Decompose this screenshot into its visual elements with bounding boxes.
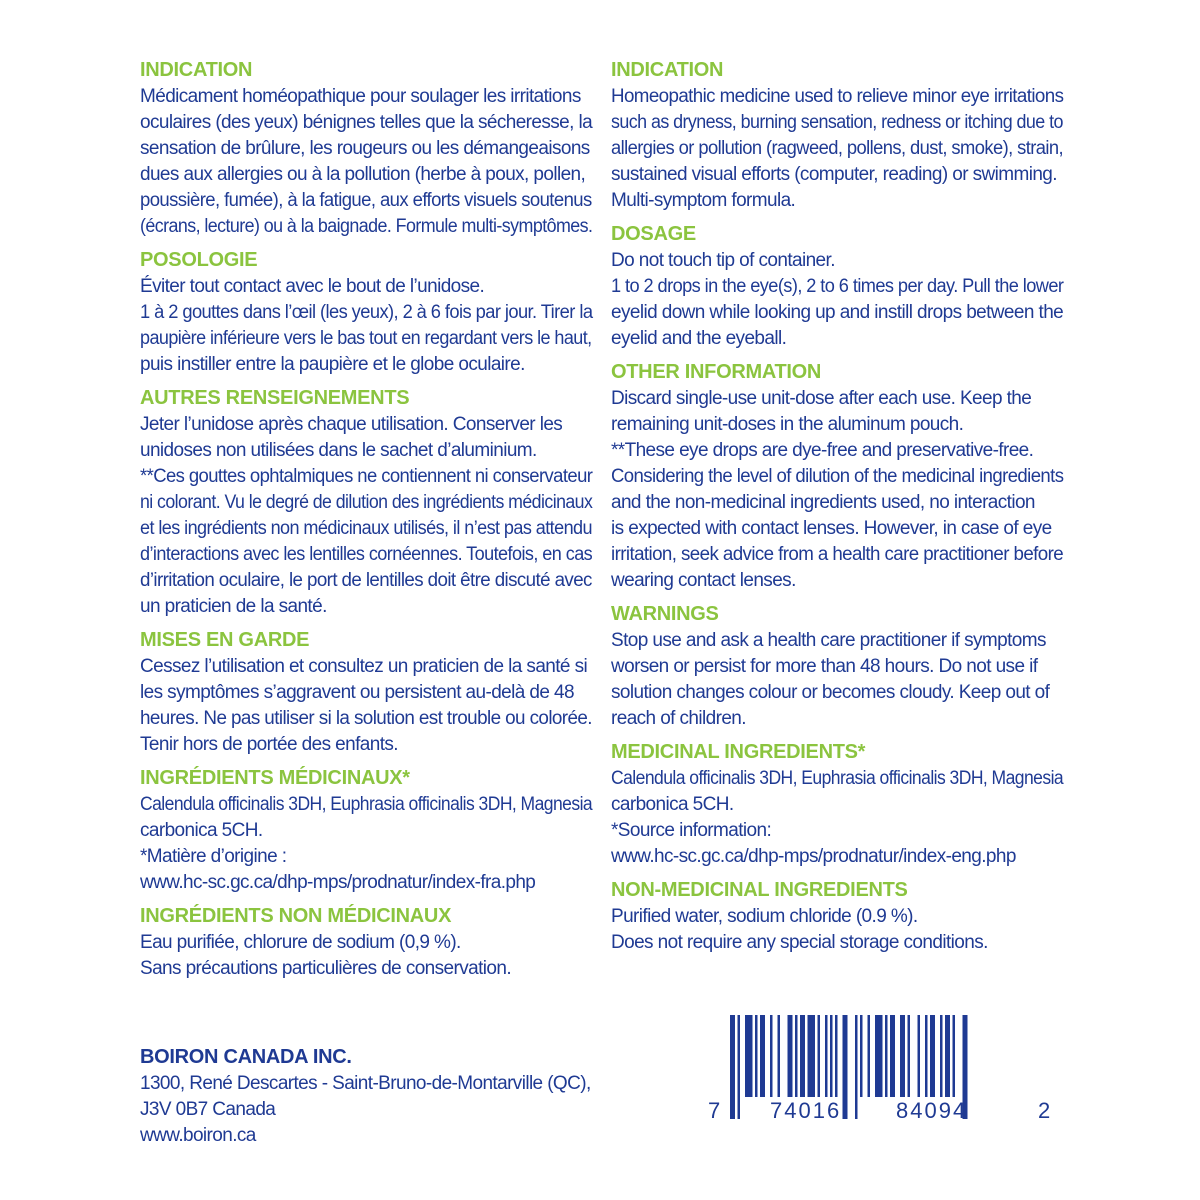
fr-autres-heading: AUTRES RENSEIGNEMENTS <box>140 387 410 409</box>
barcode-bar <box>855 1015 858 1119</box>
fr-indication-line: Médicament homéopathique pour soulager les irritations <box>140 86 581 107</box>
barcode-bar <box>755 1015 758 1097</box>
barcode-bar <box>885 1015 888 1097</box>
fr-autres-line: **Ces gouttes ophtalmiques ne contiennent ni conservateur <box>140 466 593 487</box>
en-dosage-section <box>611 220 1063 352</box>
en-nonmedicinal-heading: NON-MEDICINAL INGREDIENTS <box>611 879 908 901</box>
en-indication-line: Multi-symptom formula. <box>611 190 796 211</box>
fr-autres-line: et les ingrédients non médicinaux utilisés, il n’est pas attendu <box>140 518 592 539</box>
barcode-bar <box>778 1015 781 1097</box>
fr-posologie-heading: POSOLOGIE <box>140 249 258 271</box>
fr-autres-line: un praticien de la santé. <box>140 596 327 617</box>
fr-autres-line: d’irritation oculaire, le port de lentilles doit être discuté avec <box>140 570 592 591</box>
en-other-line: **These eye drops are dye-free and preservative-free. <box>611 440 1034 461</box>
company-name: BOIRON CANADA INC. <box>140 1046 352 1068</box>
fr-mises-line: Tenir hors de portée des enfants. <box>140 734 398 755</box>
barcode-bar <box>890 1015 895 1097</box>
barcode-digit-right: 2 <box>1038 1098 1051 1123</box>
company-website: www.boiron.ca <box>140 1125 256 1146</box>
en-warnings-line: worsen or persist for more than 48 hours. Do not use if <box>611 656 1038 677</box>
barcode-bar <box>795 1015 798 1097</box>
en-other-line: wearing contact lenses. <box>611 570 796 591</box>
company-address-line: J3V 0B7 Canada <box>140 1099 276 1120</box>
fr-mises-line: heures. Ne pas utiliser si la solution est trouble ou colorée. <box>140 708 592 729</box>
barcode-group-1: 74016 <box>770 1098 842 1123</box>
en-nonmedicinal-line: Purified water, sodium chloride (0.9 %). <box>611 906 918 927</box>
fr-autres-line: unidoses non utilisées dans le sachet d’aluminium. <box>140 440 537 461</box>
barcode-bar <box>908 1015 911 1097</box>
en-dosage-line: 1 to 2 drops in the eye(s), 2 to 6 times per day. Pull the lower <box>611 276 1064 297</box>
barcode-bar <box>835 1015 838 1097</box>
en-nonmedicinal-line: Does not require any special storage conditions. <box>611 932 988 953</box>
fr-indication-line: oculaires (des yeux) bénignes telles que la sécheresse, la <box>140 112 593 133</box>
en-warnings-line: reach of children. <box>611 708 746 729</box>
en-other-heading: OTHER INFORMATION <box>611 361 822 383</box>
en-other-line: Considering the level of dilution of the medicinal ingredients <box>611 466 1064 487</box>
fr-indication-section <box>140 56 592 240</box>
barcode-bar <box>918 1015 921 1097</box>
fr-nonmedicinaux-line: Eau purifiée, chlorure de sodium (0,9 %). <box>140 932 461 953</box>
fr-mises-line: les symptômes s’aggravent ou persistent au-delà de 48 <box>140 682 574 703</box>
barcode-group-2: 84094 <box>896 1098 968 1123</box>
company-info <box>140 1043 592 1149</box>
en-medicinal-line: *Source information: <box>611 820 772 841</box>
barcode-bar <box>900 1015 905 1097</box>
en-indication-line: such as dryness, burning sensation, redness or itching due to <box>611 112 1063 133</box>
en-indication-line: sustained visual efforts (computer, reading) or swimming. <box>611 164 1057 185</box>
french-column <box>140 56 592 988</box>
en-other-section <box>611 358 1063 594</box>
fr-autres-section <box>140 384 592 620</box>
barcode-bars <box>708 1015 1060 1127</box>
en-dosage-heading: DOSAGE <box>611 223 696 245</box>
fr-posologie-line: puis instiller entre la paupière et le globe oculaire. <box>140 354 525 375</box>
fr-posologie-line: 1 à 2 gouttes dans l’œil (les yeux), 2 à 6 fois par jour. Tirer la <box>140 302 593 323</box>
fr-medicinaux-line: www.hc-sc.gc.ca/dhp-mps/prodnatur/index-fra.php <box>140 872 536 893</box>
fr-medicinaux-section <box>140 764 592 896</box>
fr-indication-line: dues aux allergies ou à la pollution (herbe à poux, pollen, <box>140 164 586 185</box>
barcode-bar <box>738 1015 741 1119</box>
barcode-bar <box>925 1015 928 1097</box>
barcode-bar <box>770 1015 773 1097</box>
en-dosage-line: eyelid and the eyeball. <box>611 328 787 349</box>
fr-autres-line: d’interactions avec les lentilles cornéennes. Toutefois, en cas <box>140 544 593 565</box>
fr-indication-heading: INDICATION <box>140 59 253 81</box>
barcode <box>708 1015 1060 1127</box>
barcode-bar <box>953 1015 956 1097</box>
fr-medicinaux-line: *Matière d’origine : <box>140 846 287 867</box>
barcode-digit-left: 7 <box>708 1098 721 1123</box>
english-column <box>611 56 1063 962</box>
company-address-line: 1300, René Descartes - Saint-Bruno-de-Montarville (QC), <box>140 1073 591 1094</box>
fr-nonmedicinaux-section <box>140 902 592 982</box>
en-warnings-line: Stop use and ask a health care practitioner if symptoms <box>611 630 1046 651</box>
barcode-bar <box>875 1015 883 1097</box>
fr-autres-line: Jeter l’unidose après chaque utilisation. Conserver les <box>140 414 563 435</box>
barcode-bar <box>818 1015 821 1097</box>
barcode-bar <box>745 1015 753 1097</box>
en-other-line: and the non-medicinal ingredients used, no interaction <box>611 492 1035 513</box>
fr-mises-section <box>140 626 592 758</box>
barcode-bar <box>930 1015 935 1097</box>
barcode-bar <box>808 1015 816 1097</box>
barcode-bar <box>730 1015 735 1119</box>
en-dosage-line: Do not touch tip of container. <box>611 250 835 271</box>
barcode-bar <box>830 1015 833 1097</box>
en-warnings-line: solution changes colour or becomes cloudy. Keep out of <box>611 682 1050 703</box>
barcode-bar <box>788 1015 793 1097</box>
en-other-line: remaining unit-doses in the aluminum pouch. <box>611 414 964 435</box>
fr-nonmedicinaux-heading: INGRÉDIENTS NON MÉDICINAUX <box>140 905 452 927</box>
barcode-bar <box>760 1015 765 1097</box>
fr-indication-line: sensation de brûlure, les rougeurs ou les démangeaisons <box>140 138 590 159</box>
barcode-bar <box>800 1015 805 1097</box>
fr-posologie-line: Éviter tout contact avec le bout de l’unidose. <box>140 276 485 297</box>
en-other-line: is expected with contact lenses. However, in case of eye <box>611 518 1052 539</box>
en-medicinal-line: carbonica 5CH. <box>611 794 734 815</box>
fr-indication-line: (écrans, lecture) ou à la baignade. Formule multi-symptômes. <box>140 216 593 237</box>
fr-nonmedicinaux-line: Sans précautions particulières de conservation. <box>140 958 512 979</box>
barcode-bar <box>868 1015 871 1097</box>
fr-indication-line: poussière, fumée), à la fatigue, aux efforts visuels soutenus <box>140 190 592 211</box>
en-nonmedicinal-section <box>611 876 1063 956</box>
fr-medicinaux-line: Calendula officinalis 3DH, Euphrasia officinalis 3DH, Magnesia <box>140 794 593 815</box>
en-dosage-line: eyelid down while looking up and instill drops between the <box>611 302 1064 323</box>
fr-medicinaux-line: carbonica 5CH. <box>140 820 263 841</box>
en-indication-line: allergies or pollution (ragweed, pollens, dust, smoke), strain, <box>611 138 1064 159</box>
fr-mises-heading: MISES EN GARDE <box>140 629 310 651</box>
fr-posologie-section <box>140 246 592 378</box>
fr-posologie-line: paupière inférieure vers le bas tout en regardant vers le haut, <box>140 328 592 349</box>
en-warnings-heading: WARNINGS <box>611 603 719 625</box>
en-medicinal-heading: MEDICINAL INGREDIENTS* <box>611 741 866 763</box>
barcode-bar <box>825 1015 828 1097</box>
barcode-bar <box>843 1015 848 1119</box>
en-medicinal-line: www.hc-sc.gc.ca/dhp-mps/prodnatur/index-eng.php <box>611 846 1016 867</box>
en-warnings-section <box>611 600 1063 732</box>
barcode-bar <box>945 1015 950 1097</box>
barcode-bar <box>860 1015 863 1097</box>
en-indication-line: Homeopathic medicine used to relieve minor eye irritations <box>611 86 1064 107</box>
en-indication-heading: INDICATION <box>611 59 724 81</box>
en-medicinal-section <box>611 738 1063 870</box>
en-other-line: irritation, seek advice from a health care practitioner before <box>611 544 1064 565</box>
barcode-bar <box>940 1015 943 1097</box>
fr-mises-line: Cessez l’utilisation et consultez un praticien de la santé si <box>140 656 588 677</box>
en-medicinal-line: Calendula officinalis 3DH, Euphrasia officinalis 3DH, Magnesia <box>611 768 1064 789</box>
fr-medicinaux-heading: INGRÉDIENTS MÉDICINAUX* <box>140 767 410 789</box>
fr-autres-line: ni colorant. Vu le degré de dilution des ingrédients médicinaux <box>140 492 593 513</box>
en-other-line: Discard single-use unit-dose after each use. Keep the <box>611 388 1032 409</box>
en-indication-section <box>611 56 1063 214</box>
